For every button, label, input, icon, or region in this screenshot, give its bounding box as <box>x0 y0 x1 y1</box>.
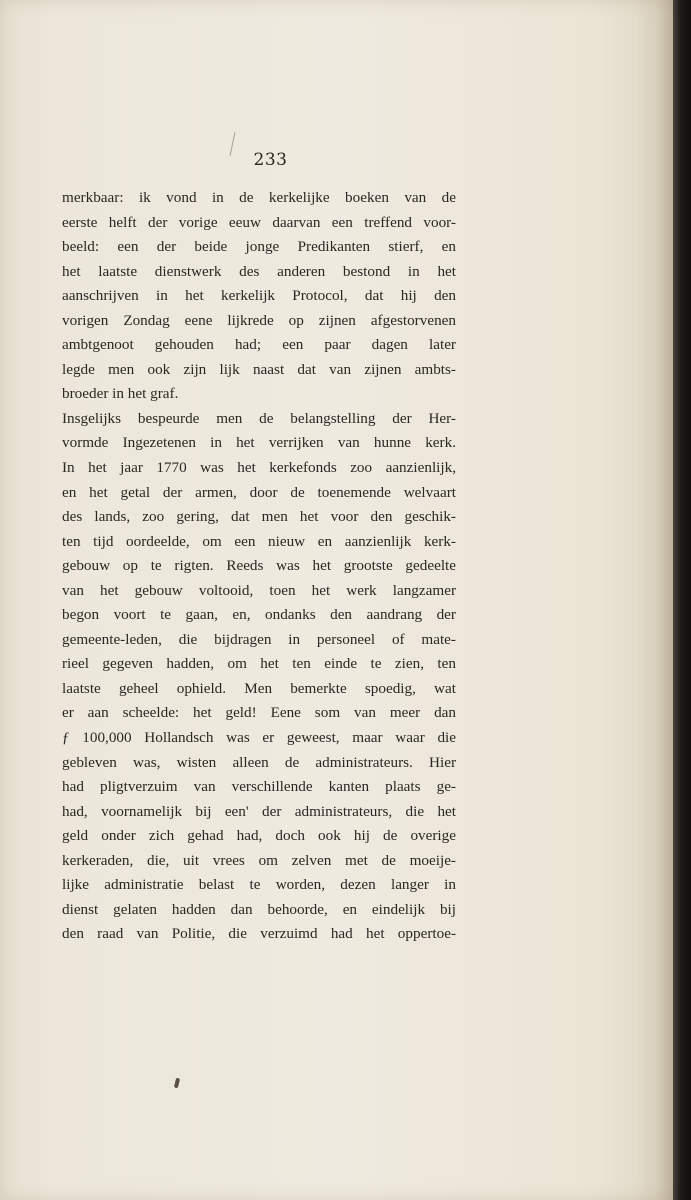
text-line: eerste helft der vorige eeuw daarvan een treffend voor- <box>62 213 456 231</box>
text-line: dienst gelaten hadden dan behoorde, en eindelijk bij <box>62 900 456 918</box>
text-line: vormde Ingezetenen in het verrijken van hunne kerk. <box>62 434 456 452</box>
text-line: van het gebouw voltooid, toen het werk langzamer <box>62 581 456 599</box>
text-line: gebleven was, wisten alleen de administrateurs. Hier <box>62 753 456 771</box>
text-line: gebouw op te rigten. Reeds was het grootste gedeelte <box>62 557 456 575</box>
text-line: kerkeraden, die, uit vrees om zelven met de moeije- <box>62 851 456 869</box>
text-line: merkbaar: ik vond in de kerkelijke boeken van de <box>62 189 456 206</box>
text-line: In het jaar 1770 was het kerkefonds zoo aanzienlijk, <box>62 459 456 477</box>
book-binding-edge <box>673 0 691 1200</box>
ink-smudge <box>174 1078 180 1089</box>
text-line: geld onder zich gehad had, doch ook hij de overige <box>62 827 456 845</box>
text-line: het laatste dienstwerk des anderen bestond in het <box>62 262 456 280</box>
text-line: begon voort te gaan, en, ondanks den aandrang der <box>62 606 456 624</box>
text-line: beeld: een der beide jonge Predikanten stierf, en <box>62 238 456 256</box>
text-line: Insgelijks bespeurde men de belangstelling der Her- <box>62 409 456 427</box>
text-line: ambtgenoot gehouden had; een paar dagen later <box>62 336 456 354</box>
page-fore-edge-shadow <box>636 0 674 1200</box>
text-line: had, voornamelijk bij een' der administrateurs, die het <box>62 802 456 820</box>
text-line: den raad van Politie, die verzuimd had het oppertoe- <box>62 925 456 943</box>
text-line: had pligtverzuim van verschillende kanten plaats ge- <box>62 778 456 796</box>
text-line: legde men ook zijn lijk naast dat van zijnen ambts- <box>62 360 456 378</box>
text-line: laatste geheel ophield. Men bemerkte spoedig, wat <box>62 679 456 697</box>
text-line: er aan scheelde: het geld! Eene som van meer dan <box>62 704 456 722</box>
text-line: en het getal der armen, door de toenemende welvaart <box>62 483 456 501</box>
text-line: lijke administratie belast te worden, dezen langer in <box>62 876 456 894</box>
body-text <box>62 186 456 947</box>
text-line: des lands, zoo gering, dat men het voor den geschik- <box>62 508 456 526</box>
text-line: gemeente-leden, die bijdragen in personeel of mate- <box>62 630 456 648</box>
text-line: vorigen Zondag eene lijkrede op zijnen afgestorvenen <box>62 311 456 329</box>
text-line: broeder in het graf. <box>62 385 179 403</box>
page-number: 233 <box>253 150 288 170</box>
text-line: rieel gegeven hadden, om het ten einde te zien, ten <box>62 655 456 673</box>
text-line: ƒ 100,000 Hollandsch was er geweest, maar waar die <box>62 729 456 747</box>
text-line: ten tijd oordeelde, om een nieuw en aanzienlijk kerk- <box>62 532 456 550</box>
text-line: aanschrijven in het kerkelijk Protocol, dat hij den <box>62 287 456 305</box>
